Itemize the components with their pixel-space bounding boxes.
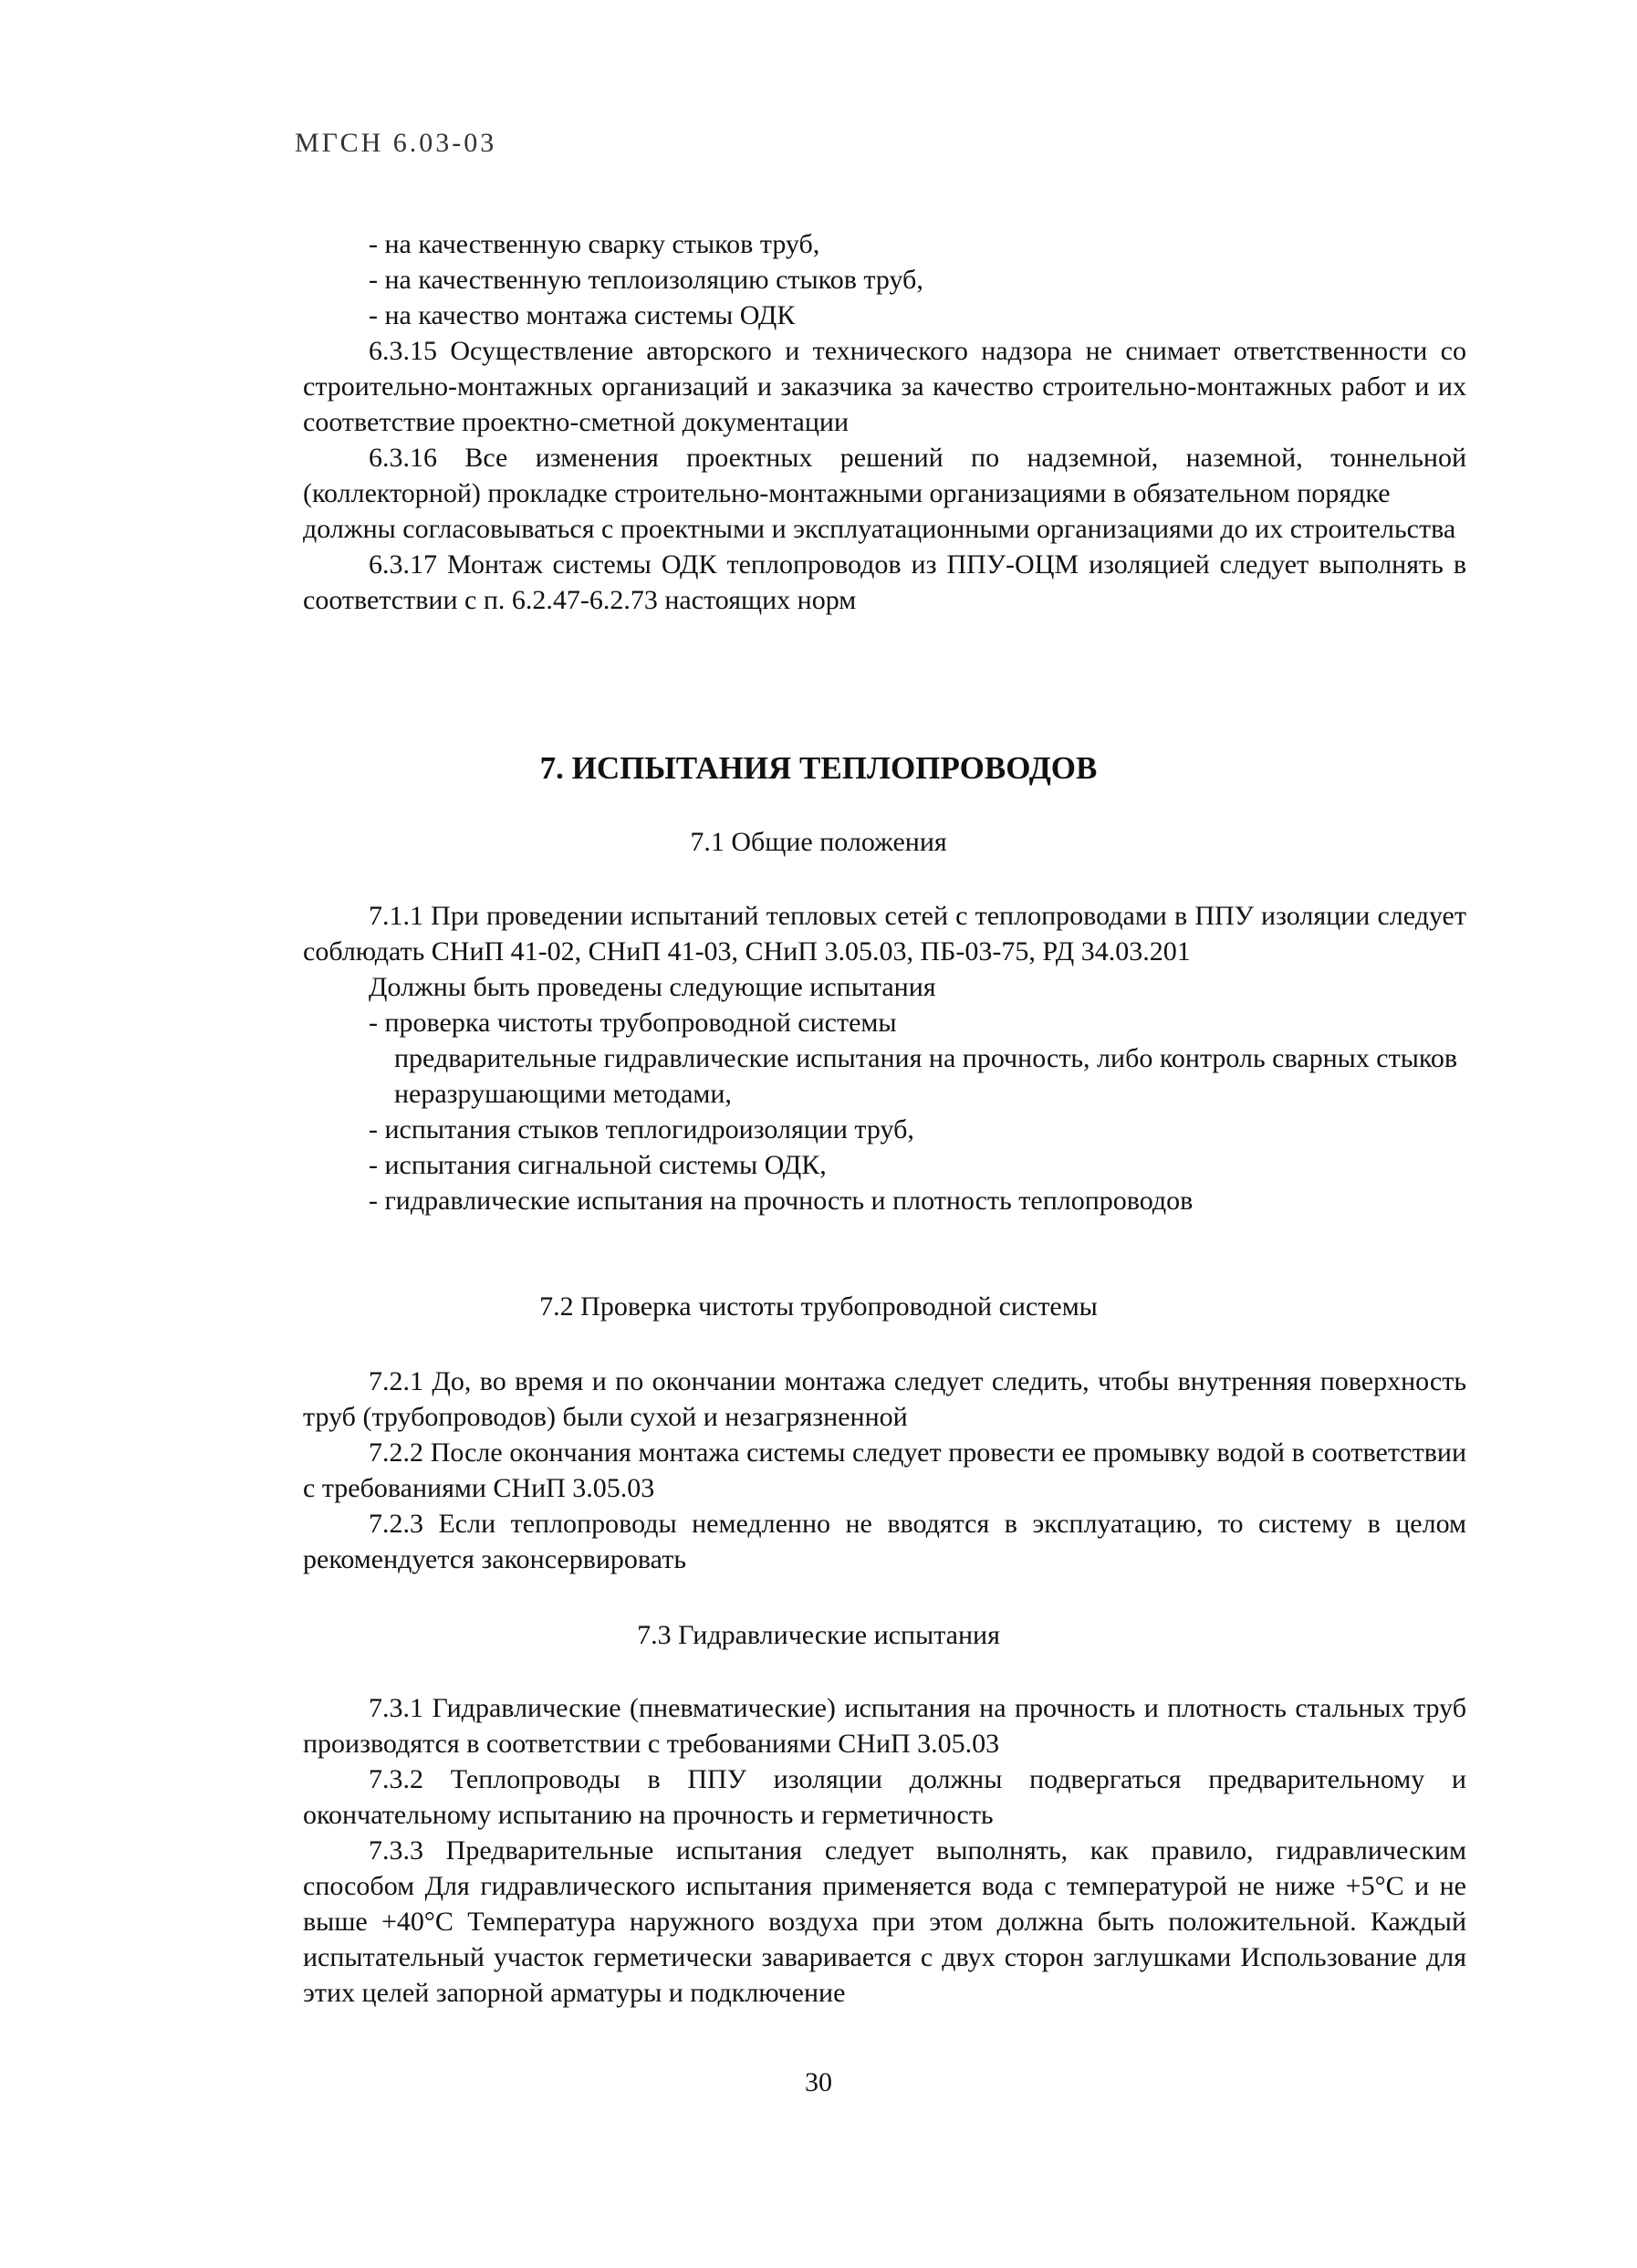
paragraph-7-3-2: 7.3.2 Теплопроводы в ППУ изоляции должны подвергаться предварительному и окончательному испытанию на прочность и герметичность — [303, 1764, 1466, 1830]
paragraph-7-1-1: 7.1.1 При проведении испытаний тепловых сетей с теплопроводами в ППУ изоляции следует соблюдать СНиП 41-02, СНиП 41-03, СНиП 3.05.03, ПБ-03-75, РД 34.03.201 — [303, 901, 1466, 967]
section-6-3-continuation — [303, 226, 1466, 618]
list-item: предварительные гидравлические испытания на прочность, либо контроль сварных стыков неразрушающими методами, — [394, 1043, 1458, 1109]
subsection-7-2-body — [303, 1364, 1466, 1577]
paragraph-6-3-15: 6.3.15 Осуществление авторского и технического надзора не снимает ответственности со строительно-монтажных организаций и заказчика за качество строительно-монтажных работ и их соответствие проектно-сметной документации — [303, 336, 1466, 437]
list-item: - испытания сигнальной системы ОДК, — [369, 1150, 827, 1180]
list-item: - на качественную теплоизоляцию стыков труб, — [369, 265, 923, 295]
paragraph-6-3-16: 6.3.16 Все изменения проектных решений по надземной, наземной, тоннельной (коллекторной) прокладке строительно-монтажными организациями в обязательном порядке — [303, 443, 1466, 508]
paragraph-7-3-3: 7.3.3 Предварительные испытания следует выполнять, как правило, гидравлическим способом Для гидравлического испытания применяется вода с температурой не ниже +5°С и не выше +40°С Температура наружного воздуха при этом должна быть положительной. Каждый испытательный участок герметически заваривается с двух сторон заглушками Использование для этих целей запорной арматуры и подключение — [303, 1835, 1466, 2008]
paragraph-7-2-2: 7.2.2 После окончания монтажа системы следует провести ее промывку водой в соответствии с требованиями СНиП 3.05.03 — [303, 1437, 1466, 1503]
paragraph-6-3-16-continued: должны согласовываться с проектными и эксплуатационными организациями до их строительства — [303, 514, 1456, 544]
subsection-7-3-title: 7.3 Гидравлические испытания — [637, 1620, 1000, 1650]
paragraph-7-2-3: 7.2.3 Если теплопроводы немедленно не вводятся в эксплуатацию, то систему в целом рекомендуется законсервировать — [303, 1509, 1466, 1574]
subsection-7-2-title: 7.2 Проверка чистоты трубопроводной системы — [539, 1291, 1098, 1322]
list-item: - гидравлические испытания на прочность и плотность теплопроводов — [369, 1186, 1194, 1216]
paragraph-7-2-1: 7.2.1 До, во время и по окончании монтажа следует следить, чтобы внутренняя поверхность труб (трубопроводов) были сухой и незагрязненной — [303, 1366, 1466, 1432]
chapter-title: 7. ИСПЫТАНИЯ ТЕПЛОПРОВОДОВ — [539, 750, 1098, 786]
paragraph-6-3-17: 6.3.17 Монтаж системы ОДК теплопроводов из ППУ-ОЦМ изоляцией следует выполнять в соответствии с п. 6.2.47-6.2.73 настоящих норм — [303, 549, 1466, 615]
list-item: - испытания стыков теплогидроизоляции труб, — [369, 1114, 914, 1144]
document-code-header: МГСН 6.03-03 — [295, 128, 497, 158]
list-item: - на качественную сварку стыков труб, — [369, 229, 820, 259]
paragraph-7-3-1: 7.3.1 Гидравлические (пневматические) испытания на прочность и плотность стальных труб производятся в соответствии с требованиями СНиП 3.05.03 — [303, 1693, 1466, 1759]
subsection-7-1-title: 7.1 Общие положения — [690, 827, 947, 857]
subsection-7-3-body — [303, 1690, 1466, 2011]
paragraph-tests-intro: Должны быть проведены следующие испытания — [369, 972, 936, 1002]
subsection-7-1-body — [303, 898, 1466, 1218]
page-number: 30 — [805, 2067, 832, 2097]
list-item: - проверка чистоты трубопроводной системы — [369, 1008, 897, 1038]
list-item: - на качество монтажа системы ОДК — [369, 300, 796, 330]
